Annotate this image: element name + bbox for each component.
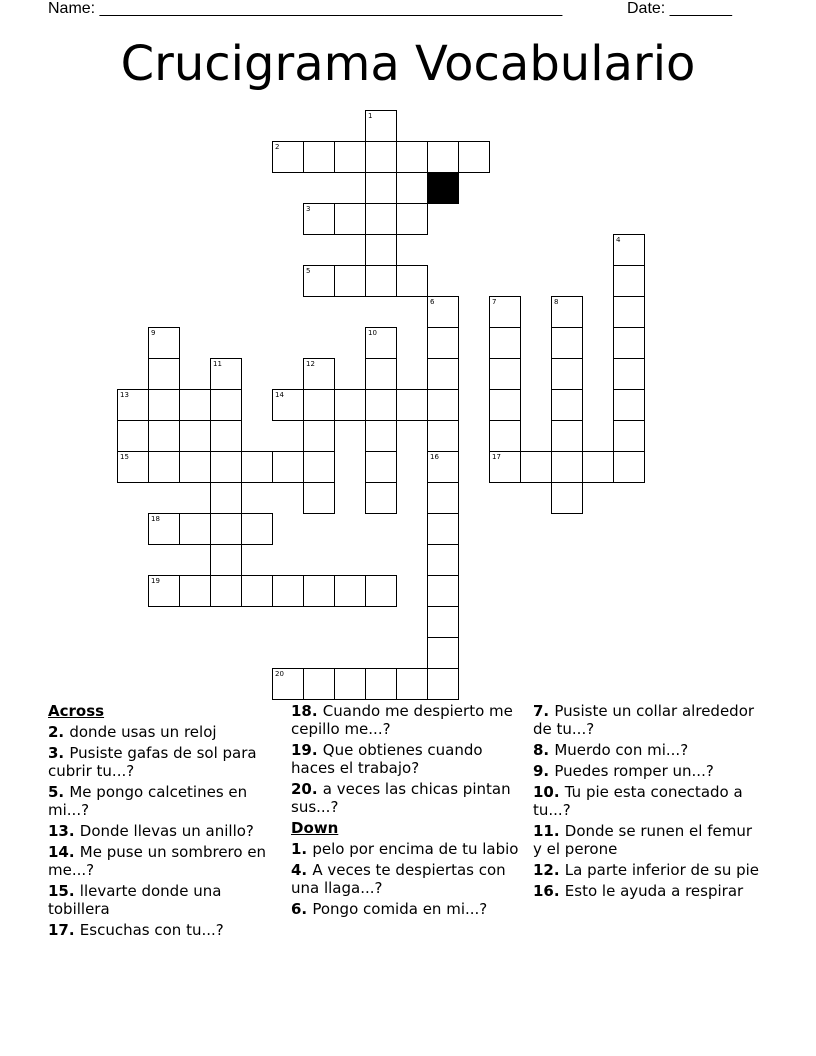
- grid-cell[interactable]: [365, 358, 397, 390]
- grid-cell[interactable]: [365, 482, 397, 514]
- grid-cell[interactable]: [210, 544, 242, 576]
- clue-item: 2. donde usas un reloj: [48, 723, 217, 741]
- clue-number: 17: [492, 453, 501, 461]
- grid-cell[interactable]: [272, 668, 304, 700]
- clue-item: 1. pelo por encima de tu labio: [291, 840, 519, 858]
- grid-cell[interactable]: [272, 389, 304, 421]
- across-heading: Across: [48, 702, 105, 720]
- grid-cell[interactable]: [303, 203, 335, 235]
- grid-cell[interactable]: [551, 451, 583, 483]
- grid-cell[interactable]: [334, 668, 366, 700]
- grid-cell[interactable]: [365, 420, 397, 452]
- clue-item: 16. Esto le ayuda a respirar: [533, 882, 744, 900]
- grid-cell[interactable]: [427, 575, 459, 607]
- grid-cell[interactable]: [117, 451, 149, 483]
- grid-cell[interactable]: [551, 358, 583, 390]
- grid-cell[interactable]: [551, 389, 583, 421]
- grid-cell[interactable]: [427, 327, 459, 359]
- grid-cell[interactable]: [303, 451, 335, 483]
- grid-cell[interactable]: [427, 141, 459, 173]
- grid-cell[interactable]: [334, 141, 366, 173]
- grid-cell[interactable]: [427, 451, 459, 483]
- grid-cell[interactable]: [365, 172, 397, 204]
- grid-cell[interactable]: [365, 265, 397, 297]
- grid-cell[interactable]: [427, 296, 459, 328]
- clue-number: 9: [151, 329, 156, 337]
- grid-cell[interactable]: [179, 389, 211, 421]
- grid-cell[interactable]: [365, 141, 397, 173]
- grid-cell[interactable]: [365, 575, 397, 607]
- grid-cell[interactable]: [303, 389, 335, 421]
- clue-number: 10: [368, 329, 377, 337]
- grid-cell[interactable]: [427, 513, 459, 545]
- clue-item: 17. Escuchas con tu...?: [48, 921, 224, 939]
- grid-cell[interactable]: [179, 575, 211, 607]
- grid-cell[interactable]: [334, 203, 366, 235]
- grid-cell[interactable]: [489, 451, 521, 483]
- grid-cell[interactable]: [520, 451, 552, 483]
- name-field-label: Name: ____________________________________________________: [48, 0, 563, 17]
- grid-cell[interactable]: [148, 389, 180, 421]
- grid-cell[interactable]: [489, 296, 521, 328]
- grid-cell[interactable]: [179, 513, 211, 545]
- clue-number: 19: [151, 577, 160, 585]
- grid-cell[interactable]: [365, 451, 397, 483]
- grid-cell[interactable]: [272, 141, 304, 173]
- grid-cell[interactable]: [210, 575, 242, 607]
- grid-cell[interactable]: [613, 420, 645, 452]
- grid-cell[interactable]: [365, 668, 397, 700]
- grid-cell[interactable]: [210, 358, 242, 390]
- date-field-label: Date: _______: [627, 0, 732, 17]
- clue-column-1: [48, 702, 283, 942]
- grid-cell[interactable]: [117, 420, 149, 452]
- grid-cell[interactable]: [210, 482, 242, 514]
- clue-number: 16: [430, 453, 439, 461]
- grid-cell[interactable]: [334, 575, 366, 607]
- grid-cell[interactable]: [179, 451, 211, 483]
- clue-number: 5: [306, 267, 311, 275]
- grid-cell[interactable]: [427, 668, 459, 700]
- clue-column-3: [533, 702, 763, 903]
- grid-cell[interactable]: [365, 110, 397, 142]
- grid-cell[interactable]: [396, 265, 428, 297]
- grid-cell[interactable]: [241, 513, 273, 545]
- grid-cell[interactable]: [303, 358, 335, 390]
- clue-item: 3. Pusiste gafas de sol para cubrir tu...?: [48, 744, 257, 780]
- grid-cell[interactable]: [303, 420, 335, 452]
- blocked-cell: [427, 172, 459, 204]
- clue-number: 13: [120, 391, 129, 399]
- grid-cell[interactable]: [365, 234, 397, 266]
- grid-cell[interactable]: [148, 513, 180, 545]
- clue-item: 20. a veces las chicas pintan sus...?: [291, 780, 511, 816]
- clue-number: 11: [213, 360, 222, 368]
- grid-cell[interactable]: [427, 420, 459, 452]
- grid-cell[interactable]: [489, 420, 521, 452]
- clue-item: 11. Donde se runen el femur y el perone: [533, 822, 753, 858]
- clue-number: 20: [275, 670, 284, 678]
- clue-item: 19. Que obtienes cuando haces el trabajo?: [291, 741, 483, 777]
- grid-cell[interactable]: [210, 513, 242, 545]
- clue-item: 10. Tu pie esta conectado a tu...?: [533, 783, 743, 819]
- down-heading: Down: [291, 819, 339, 837]
- grid-cell[interactable]: [613, 358, 645, 390]
- grid-cell[interactable]: [241, 575, 273, 607]
- clue-number: 6: [430, 298, 435, 306]
- grid-cell[interactable]: [551, 482, 583, 514]
- clue-number: 7: [492, 298, 497, 306]
- grid-cell[interactable]: [365, 389, 397, 421]
- grid-cell[interactable]: [272, 451, 304, 483]
- grid-cell[interactable]: [365, 203, 397, 235]
- clue-number: 18: [151, 515, 160, 523]
- clue-number: 2: [275, 143, 280, 151]
- clue-item: 14. Me puse un sombrero en me...?: [48, 843, 267, 879]
- grid-cell[interactable]: [148, 451, 180, 483]
- clue-item: 9. Puedes romper un...?: [533, 762, 714, 780]
- clue-number: 14: [275, 391, 284, 399]
- grid-cell[interactable]: [489, 389, 521, 421]
- grid-cell[interactable]: [148, 327, 180, 359]
- grid-cell[interactable]: [613, 451, 645, 483]
- grid-cell[interactable]: [489, 327, 521, 359]
- grid-cell[interactable]: [334, 265, 366, 297]
- grid-cell[interactable]: [148, 358, 180, 390]
- grid-cell[interactable]: [427, 606, 459, 638]
- clue-item: 13. Donde llevas un anillo?: [48, 822, 254, 840]
- grid-cell[interactable]: [303, 482, 335, 514]
- grid-cell[interactable]: [551, 296, 583, 328]
- grid-cell[interactable]: [303, 575, 335, 607]
- clue-item: 8. Muerdo con mi...?: [533, 741, 689, 759]
- grid-cell[interactable]: [613, 234, 645, 266]
- grid-cell[interactable]: [117, 389, 149, 421]
- grid-cell[interactable]: [210, 389, 242, 421]
- clue-column-2: [291, 702, 526, 921]
- clue-item: 12. La parte inferior de su pie: [533, 861, 760, 879]
- grid-cell[interactable]: [427, 637, 459, 669]
- grid-cell[interactable]: [210, 420, 242, 452]
- clue-number: 12: [306, 360, 315, 368]
- clue-number: 15: [120, 453, 129, 461]
- clue-item: 5. Me pongo calcetines en mi...?: [48, 783, 248, 819]
- grid-cell[interactable]: [365, 327, 397, 359]
- grid-cell[interactable]: [272, 575, 304, 607]
- grid-cell[interactable]: [241, 451, 273, 483]
- clue-number: 8: [554, 298, 559, 306]
- grid-cell[interactable]: [613, 265, 645, 297]
- grid-cell[interactable]: [210, 451, 242, 483]
- grid-cell[interactable]: [551, 327, 583, 359]
- clue-item: 15. llevarte donde una tobillera: [48, 882, 222, 918]
- clue-number: 4: [616, 236, 621, 244]
- grid-cell[interactable]: [613, 327, 645, 359]
- grid-cell[interactable]: [396, 668, 428, 700]
- grid-cell[interactable]: [334, 389, 366, 421]
- clue-number: 3: [306, 205, 311, 213]
- grid-cell[interactable]: [396, 389, 428, 421]
- grid-cell[interactable]: [427, 358, 459, 390]
- grid-cell[interactable]: [148, 420, 180, 452]
- clue-number: 1: [368, 112, 373, 120]
- grid-cell[interactable]: [551, 420, 583, 452]
- clue-item: 18. Cuando me despierto me cepillo me...?: [291, 702, 513, 738]
- grid-cell[interactable]: [613, 296, 645, 328]
- grid-cell[interactable]: [148, 575, 180, 607]
- grid-cell[interactable]: [613, 389, 645, 421]
- grid-cell[interactable]: [303, 265, 335, 297]
- grid-cell[interactable]: [489, 358, 521, 390]
- page-title: Crucigrama Vocabulario: [120, 36, 696, 92]
- clue-item: 4. A veces te despiertas con una llaga...?: [291, 861, 506, 897]
- clue-item: 7. Pusiste un collar alrededor de tu...?: [533, 702, 755, 738]
- grid-cell[interactable]: [303, 141, 335, 173]
- grid-cell[interactable]: [427, 482, 459, 514]
- grid-cell[interactable]: [458, 141, 490, 173]
- clue-item: 6. Pongo comida en mi...?: [291, 900, 488, 918]
- grid-cell[interactable]: [303, 668, 335, 700]
- grid-cell[interactable]: [427, 389, 459, 421]
- grid-cell[interactable]: [396, 141, 428, 173]
- grid-cell[interactable]: [582, 451, 614, 483]
- grid-cell[interactable]: [427, 544, 459, 576]
- grid-cell[interactable]: [396, 203, 428, 235]
